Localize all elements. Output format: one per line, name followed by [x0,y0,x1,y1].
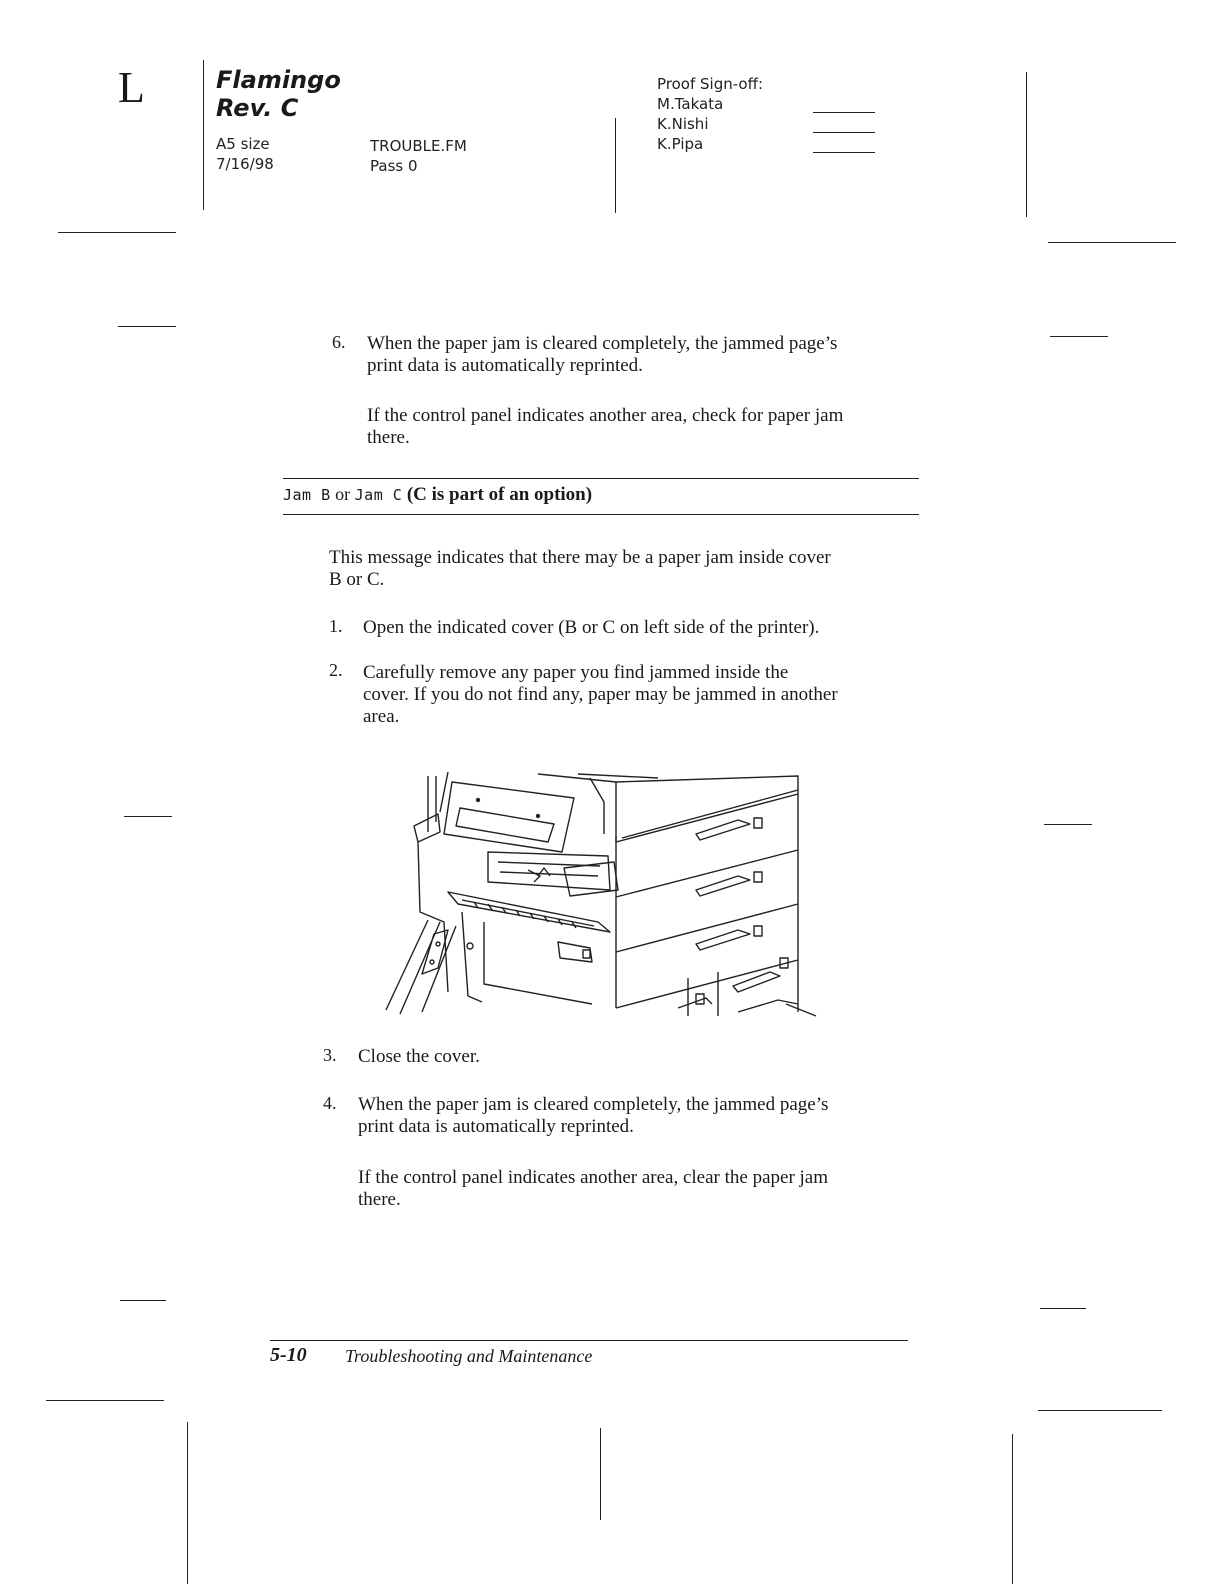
section-title: (C is part of an option) [406,484,593,505]
intro-line-1: This message indicates that there may be a paper jam inside cover [329,547,831,568]
date: 7/16/98 [216,155,274,173]
project-name: Flamingo [216,66,341,94]
project-title [216,66,341,122]
or-text: or [335,484,351,504]
step-6-line-2: print data is automatically reprinted. [367,355,643,376]
footer-rule [270,1340,908,1341]
step-6-note-line-1: If the control panel indicates another area, check for paper jam [367,405,844,426]
signer-2: K.Nishi [657,115,709,133]
crop-mark [124,816,172,817]
step-2-line-2: cover. If you do not find any, paper may be jammed in another [363,684,838,705]
jam-code-b: Jam B [283,486,331,504]
revision: Rev. C [216,94,299,122]
signoff-line-2 [813,132,875,133]
crop-mark-vertical [187,1422,188,1584]
header-divider-mid [615,118,616,213]
signoff-line-3 [813,152,875,153]
printer-illustration [378,772,818,1020]
crop-mark [1048,242,1176,243]
crop-mark-vertical [600,1428,601,1520]
step-number: 2. [329,660,343,680]
page-size: A5 size [216,135,270,153]
crop-mark [1040,1308,1086,1309]
crop-mark [1050,336,1108,337]
page-size-block [216,134,274,174]
page-number: 5-10 [270,1344,307,1366]
step-2-text [363,662,838,728]
crop-mark [120,1300,166,1301]
step-6-note-line-2: there. [367,427,410,448]
step-4-line-2: print data is automatically reprinted. [358,1116,634,1137]
step-1-text: Open the indicated cover (B or C on left side of the printer). [363,617,820,638]
step-6-text [367,333,837,377]
step-number: 6. [332,332,346,352]
section-rule-bottom [283,514,919,515]
step-4-line-1: When the paper jam is cleared completely, the jammed page’s [358,1094,829,1115]
signer-1: M.Takata [657,95,724,113]
step-6-line-1: When the paper jam is cleared completely, the jammed page’s [367,333,838,354]
section-rule-top [283,478,919,479]
crop-mark [46,1400,164,1401]
section-heading [283,484,919,506]
intro-paragraph [329,547,831,591]
step-3-text: Close the cover. [358,1046,480,1067]
step-4-note-line-1: If the control panel indicates another area, clear the paper jam [358,1167,829,1188]
proof-signoff-block [657,74,763,154]
jam-code-c: Jam C [354,486,403,504]
header-divider-left [203,60,204,210]
signoff-line-1 [813,112,875,113]
file-block [370,136,467,176]
step-2-line-1: Carefully remove any paper you find jammed inside the [363,662,789,683]
step-4-text [358,1094,828,1138]
pass: Pass 0 [370,157,418,175]
proof-label: Proof Sign-off: [657,75,763,93]
chapter-title: Troubleshooting and Maintenance [345,1346,593,1366]
crop-mark [118,326,176,327]
step-4-note-line-2: there. [358,1189,401,1210]
step-6-note [367,405,843,449]
crop-mark [58,232,176,233]
file-name: TROUBLE.FM [370,137,467,155]
intro-line-2: B or C. [329,569,385,590]
crop-mark-vertical [1012,1434,1013,1584]
signer-3: K.Pipa [657,135,704,153]
crop-mark [1044,824,1092,825]
step-2-line-3: area. [363,706,400,727]
step-number: 1. [329,616,343,636]
step-number: 4. [323,1093,337,1113]
header-divider-right [1026,72,1027,217]
crop-mark [1038,1410,1162,1411]
step-4-note [358,1167,828,1211]
step-number: 3. [323,1045,337,1065]
corner-letter: L [118,63,145,112]
